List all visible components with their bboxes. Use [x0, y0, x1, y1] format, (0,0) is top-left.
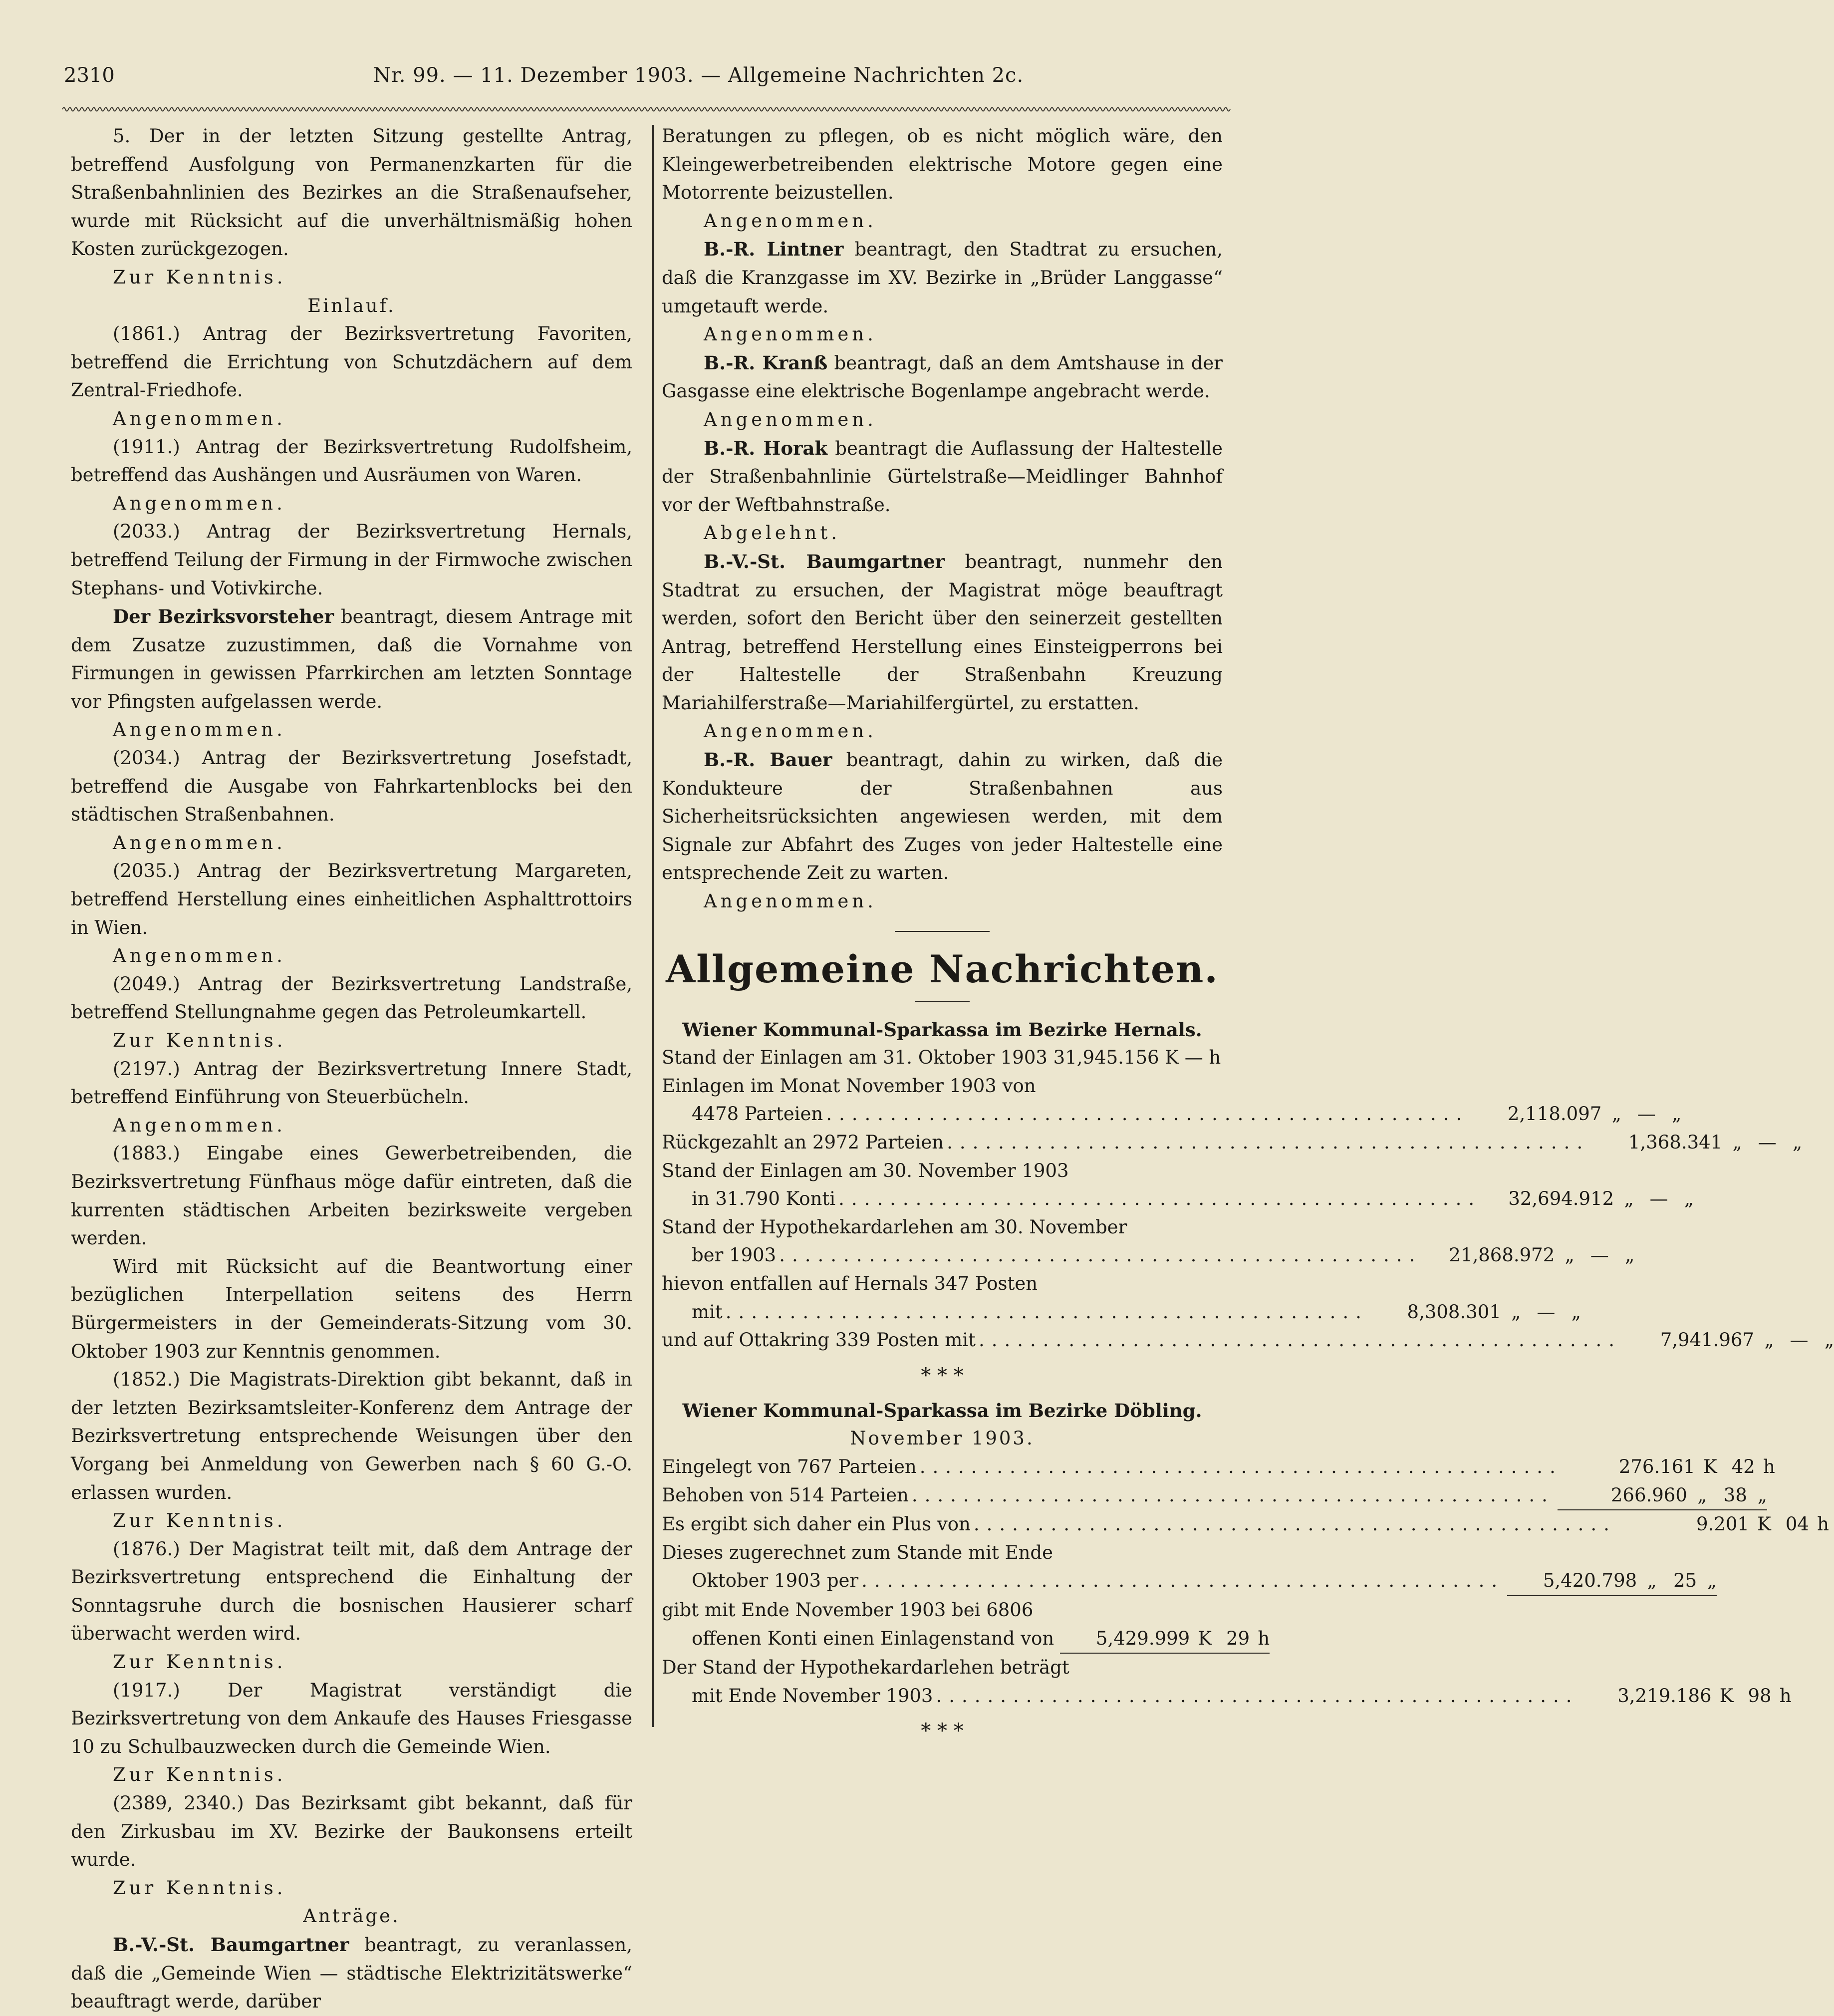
hernals-line-4: Rückgezahlt an 2972 Parteien .................................................. 1,368.341 „ — „ [662, 1132, 1803, 1153]
page-header [64, 64, 1222, 99]
hernals-line-10: mit .................................................. 8,308.301 „ — „ [692, 1301, 1581, 1323]
paragraph-text: beantragt, zu veranlassen, daß die „Gemeinde Wien — städtische Elektrizitätswerke“ beauftragt werde, darüber [71, 1934, 632, 2013]
paragraph-text: beantragt, diesem Antrage mit dem Zusatze zuzustimmen, daß die Vornahme von Firmungen in gewissen Pfarrkirchen am letzten Sonntage vor Pfingsten aufgelassen werde. [71, 606, 632, 712]
resolution: Angenommen. [113, 407, 286, 429]
paragraph: (1861.) Antrag der Bezirksvertretung Favoriten, betreffend die Errichtung von Schutzdächern auf dem Zentral-Friedhofe. [71, 323, 632, 401]
resolution: Angenommen. [113, 832, 286, 854]
hernals-line-8: ber 1903 .................................................. 21,868.972 „ — „ [692, 1244, 1635, 1266]
column-divider [652, 125, 654, 1727]
paragraph [71, 1931, 632, 2016]
paragraph: 5. Der in der letzten Sitzung gestellte Antrag, betreffend Ausfolgung von Permanenzkarten für die Straßenbahnlinien des Bezirkes an die Straßenaufseher, wurde mit Rücksicht auf die unverhältnismäßig hohen Kosten zurückgezogen. [71, 125, 632, 260]
speaker-name: B.-V.-St. Baumgartner [113, 1934, 349, 1956]
paragraph: (2035.) Antrag der Bezirksvertretung Margareten, betreffend Herstellung eines einheitlichen Asphalttrottoirs in Wien. [71, 860, 632, 938]
paragraph [662, 349, 1223, 406]
hernals-line-1: Stand der Einlagen am 31. Oktober 1903 31,945.156 K — h [662, 1047, 1221, 1069]
wavy-rule [62, 104, 1225, 115]
section-heading-antraege: Anträge. [303, 1905, 400, 1927]
paragraph-text: beantragt, den Stadtrat zu ersuchen, daß die Kranzgasse im XV. Bezirke in „Brüder Langgasse“ umgetauft werde. [662, 239, 1223, 317]
paragraph: (2389, 2340.) Das Bezirksamt gibt bekannt, daß für den Zirkusbau im XV. Bezirke der Baukonsens erteilt wurde. [71, 1792, 632, 1871]
running-title: Nr. 99. — 11. Dezember 1903. — Allgemeine Nachrichten 2c. [373, 64, 1024, 87]
paragraph-text: beantragt, dahin zu wirken, daß die Kondukteure der Straßenbahnen aus Sicherheitsrücksichten angewiesen werden, mit dem Signale zur Abfahrt des Zuges von jeder Haltestelle eine entsprechende Zeit zu warten. [662, 749, 1223, 884]
resolution: Zur Kenntnis. [113, 1030, 286, 1051]
hernals-line-2: Einlagen im Monat November 1903 von [662, 1075, 1036, 1097]
doebling-line-5: Oktober 1903 per .................................................. 5,420.798 „ 25 „ [662, 1567, 1223, 1596]
section-rule [895, 931, 990, 932]
paragraph [71, 602, 632, 716]
doebling-line-3: Es ergibt sich daher ein Plus von .................................................. 9.201 K 04 h [662, 1513, 1829, 1535]
paragraph: Wird mit Rücksicht auf die Beantwortung einer bezüglichen Interpellation seitens des Herrn Bürgermeisters in der Gemeinderats-Sitzung vom 30. Oktober 1903 zur Kenntnis genommen. [71, 1255, 632, 1362]
speaker-name: B.-R. Horak [704, 437, 828, 459]
doebling-line-8: Der Stand der Hypothekardarlehen beträgt [662, 1657, 1069, 1679]
resolution: Abgelehnt. [704, 522, 841, 544]
doebling-line-7: offenen Konti einen Einlagenstand von 5,429.999 K 29 h [662, 1625, 1223, 1654]
page-number: 2310 [64, 64, 115, 87]
resolution: Angenommen. [704, 890, 877, 912]
paragraph: (2197.) Antrag der Bezirksvertretung Innere Stadt, betreffend Einführung von Steuerbücheln. [71, 1058, 632, 1108]
doebling-line-2: Behoben von 514 Parteien .................................................. 266.960 „ 38 „ [662, 1481, 1223, 1511]
resolution: Angenommen. [113, 945, 286, 967]
doebling-subheading: November 1903. [850, 1428, 1035, 1449]
speaker-name: Der Bezirksvorsteher [113, 605, 334, 628]
paragraph [662, 235, 1223, 320]
asterism: * * * [921, 1720, 964, 1743]
hernals-line-11: und auf Ottakring 339 Posten mit .................................................. 7,941.967 „ — „ [662, 1329, 1834, 1351]
short-rule [915, 1001, 970, 1002]
paragraph: Beratungen zu pflegen, ob es nicht möglich wäre, den Kleingewerbetreibenden elektrische Motore gegen eine Motorrente beizustellen. [662, 125, 1223, 204]
speaker-name: B.-R. Lintner [704, 238, 844, 261]
paragraph [662, 434, 1223, 520]
resolution: Angenommen. [704, 210, 877, 232]
resolution: Zur Kenntnis. [113, 1764, 286, 1786]
doebling-line-4: Dieses zugerechnet zum Stande mit Ende [662, 1541, 1053, 1563]
paragraph: (2033.) Antrag der Bezirksvertretung Hernals, betreffend Teilung der Firmung in der Firmwoche zwischen Stephans- und Votivkirche. [71, 521, 632, 599]
hernals-line-7: Stand der Hypothekardarlehen am 30. November [662, 1216, 1127, 1238]
hernals-heading: Wiener Kommunal-Sparkassa im Bezirke Hernals. [682, 1018, 1202, 1041]
doebling-line-6: gibt mit Ende November 1903 bei 6806 [662, 1599, 1034, 1621]
right-column [662, 122, 1834, 1752]
asterism: * * * [921, 1364, 964, 1387]
doebling-line-9: mit Ende November 1903 .................................................. 3,219.186 K 98 h [692, 1685, 1792, 1707]
paragraph: (2049.) Antrag der Bezirksvertretung Landstraße, betreffend Stellungnahme gegen das Petroleumkartell. [71, 973, 632, 1023]
speaker-name: B.-R. Bauer [704, 749, 832, 771]
paragraph [662, 746, 1223, 887]
section-heading-einlauf: Einlauf. [307, 294, 396, 316]
paragraph-text: beantragt die Auflassung der Haltestelle der Straßenbahnlinie Gürtelstraße—Meidlinger Bahnhof vor der Weftbahnstraße. [662, 437, 1223, 516]
resolution: Angenommen. [113, 492, 286, 514]
resolution: Angenommen. [113, 1114, 286, 1136]
resolution: Zur Kenntnis. [113, 1510, 286, 1532]
resolution: Zur Kenntnis. [113, 1651, 286, 1673]
hernals-line-6: in 31.790 Konti .................................................. 32,694.912 „ — „ [692, 1188, 1694, 1210]
resolution: Angenommen. [704, 720, 877, 742]
resolution: Angenommen. [113, 719, 286, 741]
left-column [71, 122, 632, 2016]
speaker-name: B.-R. Kranß [704, 351, 828, 374]
doebling-heading: Wiener Kommunal-Sparkassa im Bezirke Döbling. [682, 1399, 1202, 1422]
paragraph: (1917.) Der Magistrat verständigt die Bezirksvertretung von dem Ankaufe des Hauses Friesgasse 10 zu Schulbauzwecken durch die Gemeinde Wien. [71, 1679, 632, 1757]
paragraph: (1883.) Eingabe eines Gewerbetreibenden, die Bezirksvertretung Fünfhaus möge dafür eintreten, daß die kurrenten städtischen Arbeiten bezirksweite vergeben werden. [71, 1143, 632, 1249]
hernals-line-9: hievon entfallen auf Hernals 347 Posten [662, 1272, 1038, 1294]
resolution: Angenommen. [704, 408, 877, 430]
doebling-line-1: Eingelegt von 767 Parteien .................................................. 276.161 K 42 h [662, 1455, 1775, 1477]
resolution: Zur Kenntnis. [113, 266, 286, 288]
speaker-name: B.-V.-St. Baumgartner [704, 550, 945, 573]
paragraph: (2034.) Antrag der Bezirksvertretung Josefstadt, betreffend die Ausgabe von Fahrkartenblocks bei den städtischen Straßenbahnen. [71, 747, 632, 826]
paragraph: (1852.) Die Magistrats-Direktion gibt bekannt, daß in der letzten Bezirksamtsleiter-Konferenz dem Antrage der Bezirksvertretung entsprechende Weisungen über den Vorgang bei Anmeldung von Gewerben nach § 60 G.-O. erlassen wurden. [71, 1369, 632, 1503]
hernals-line-3: 4478 Parteien .................................................. 2,118.097 „ — „ [692, 1103, 1682, 1125]
resolution: Zur Kenntnis. [113, 1877, 286, 1899]
paragraph-text: beantragt, daß an dem Amtshause in der Gasgasse eine elektrische Bogenlampe angebracht werde. [662, 352, 1223, 402]
paragraph: (1876.) Der Magistrat teilt mit, daß dem Antrage der Bezirksvertretung entsprechend die Einhaltung der Sonntagsruhe durch die bosnischen Hausierer scharf überwacht werden wird. [71, 1538, 632, 1645]
hernals-line-5: Stand der Einlagen am 30. November 1903 [662, 1159, 1069, 1181]
paragraph [662, 548, 1223, 718]
resolution: Angenommen. [704, 323, 877, 345]
section-title-news: Allgemeine Nachrichten. [666, 946, 1219, 991]
paragraph: (1911.) Antrag der Bezirksvertretung Rudolfsheim, betreffend das Aushängen und Ausräumen von Waren. [71, 436, 632, 486]
paragraph-text: beantragt, nunmehr den Stadtrat zu ersuchen, der Magistrat möge beauftragt werden, sofort den Bericht über den seinerzeit gestellten Antrag, betreffend Herstellung eines Einsteigperrons bei der Haltestelle der Straßenbahn Kreuzung Mariahilferstraße—Mariahilfergürtel, zu erstatten. [662, 551, 1223, 714]
